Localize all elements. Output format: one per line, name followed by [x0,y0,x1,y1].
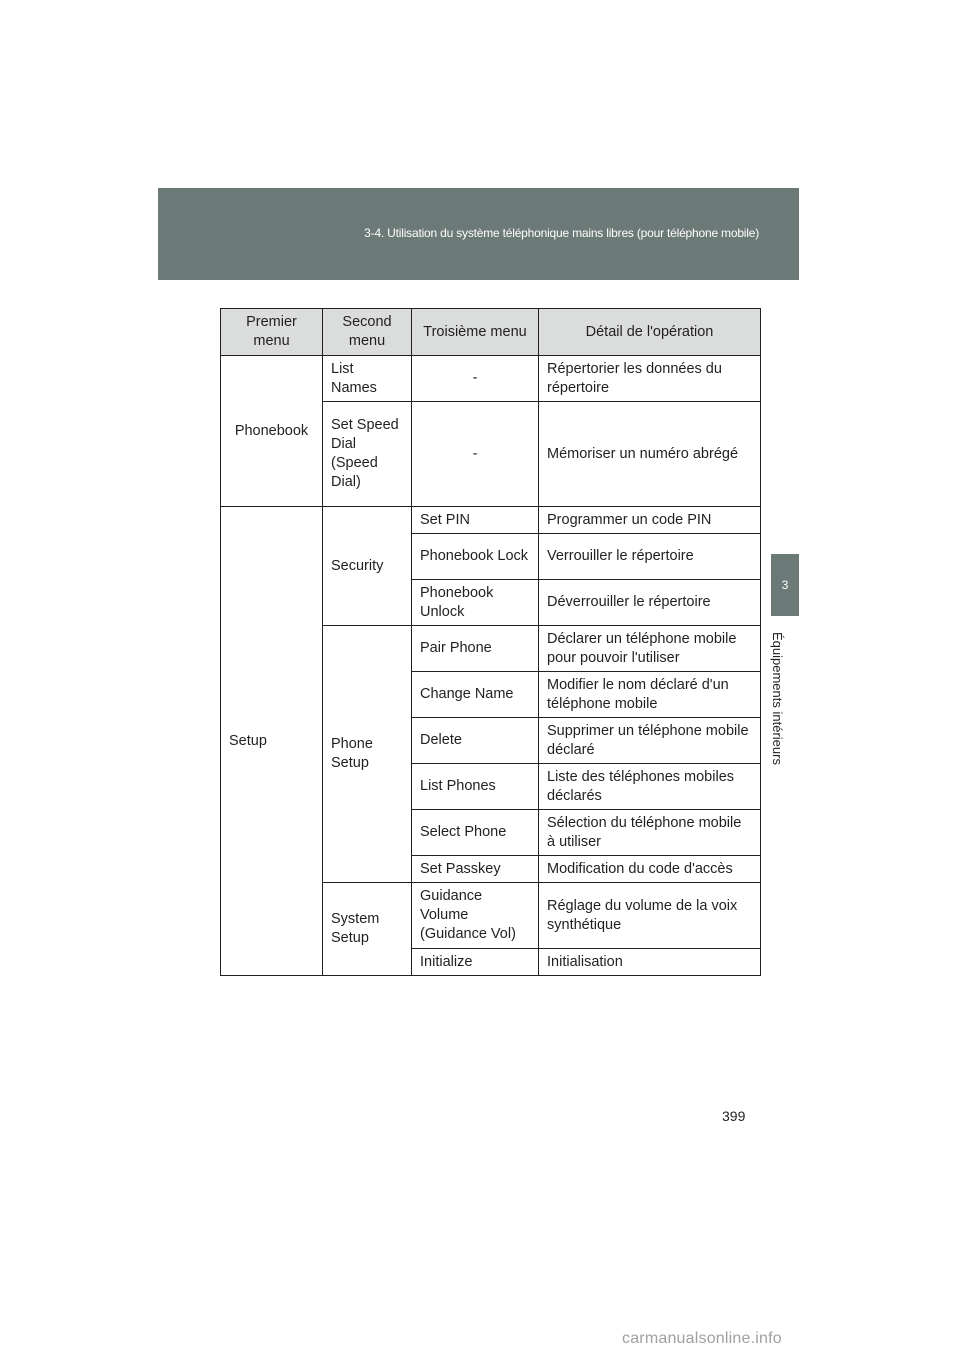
cell-phone-setup: Phone Setup [323,626,412,883]
cell-detail: Déclarer un téléphone mobile pour pouvoir l'utiliser [539,626,761,672]
cell-detail: Verrouiller le répertoire [539,534,761,580]
cell-set-pin: Set PIN [412,507,539,534]
cell-initialize: Initialize [412,949,539,976]
cell-detail: Déverrouiller le répertoire [539,580,761,626]
cell-detail: Modifier le nom déclaré d'un téléphone mobile [539,672,761,718]
header-second-menu: Second menu [323,309,412,356]
cell-security: Security [323,507,412,626]
cell-detail: Répertorier les données du répertoire [539,356,761,402]
cell-select-phone: Select Phone [412,810,539,856]
cell-dash: - [412,356,539,402]
cell-detail: Mémoriser un numéro abrégé [539,402,761,507]
cell-phonebook-unlock: Phonebook Unlock [412,580,539,626]
cell-detail: Sélection du téléphone mobile à utiliser [539,810,761,856]
cell-list-phones: List Phones [412,764,539,810]
cell-setup: Setup [221,507,323,976]
cell-detail: Réglage du volume de la voix synthétique [539,883,761,949]
cell-delete: Delete [412,718,539,764]
table-row [221,356,761,402]
cell-guidance-volume: Guidance Volume (Guidance Vol) [412,883,539,949]
table-row [221,507,761,534]
header-band [158,188,799,280]
cell-detail: Liste des téléphones mobiles déclarés [539,764,761,810]
cell-dash: - [412,402,539,507]
header-operation-detail: Détail de l'opération [539,309,761,356]
chapter-label: Équipements intérieurs [770,632,785,765]
cell-detail: Programmer un code PIN [539,507,761,534]
page-number: 399 [722,1108,746,1124]
cell-change-name: Change Name [412,672,539,718]
section-title: 3-4. Utilisation du système téléphonique mains libres (pour téléphone mobile) [364,226,759,240]
cell-phonebook-lock: Phonebook Lock [412,534,539,580]
cell-system-setup: System Setup [323,883,412,976]
header-first-menu: Premier menu [221,309,323,356]
cell-set-passkey: Set Passkey [412,856,539,883]
header-third-menu: Troisième menu [412,309,539,356]
cell-detail: Modification du code d'accès [539,856,761,883]
cell-detail: Initialisation [539,949,761,976]
cell-set-speed-dial: Set Speed Dial (Speed Dial) [323,402,412,507]
table-header-row [221,309,761,356]
cell-pair-phone: Pair Phone [412,626,539,672]
cell-list-names: List Names [323,356,412,402]
watermark: carmanualsonline.info [622,1330,782,1347]
cell-detail: Supprimer un téléphone mobile déclaré [539,718,761,764]
chapter-tab: 3 [771,554,799,616]
menu-table [220,308,761,976]
cell-phonebook: Phonebook [221,356,323,507]
